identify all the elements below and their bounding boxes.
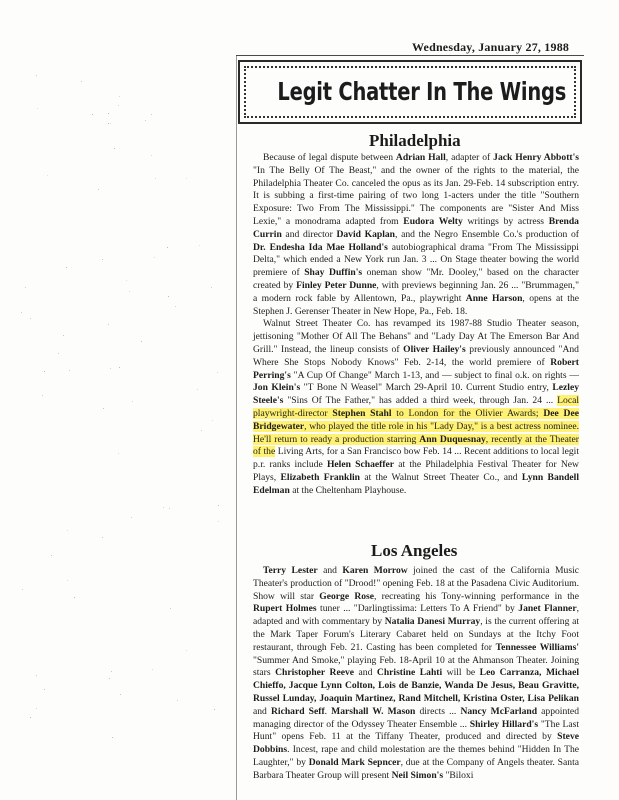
column-left-rule xyxy=(236,56,237,800)
text-run: , is the current offering at the Mark Taper Forum's Literary Cabaret held on Sundays at the Itchy Foot restaurant, through Feb. 21. Casting has been completed for xyxy=(253,616,579,653)
text-run: . Incest, rape and child molestation are the themes behind "Hidden In The Laughter," by xyxy=(253,744,579,768)
bold-name: Anne Harson xyxy=(465,292,523,304)
scan-speck xyxy=(145,120,146,121)
bold-name: Neil Simon's xyxy=(391,769,444,781)
scan-speck xyxy=(44,371,45,372)
scan-speck xyxy=(112,737,113,738)
philadelphia-paragraph-2 xyxy=(253,318,579,497)
scan-speck xyxy=(155,178,156,179)
bold-name: Natalia Danesi Murray xyxy=(384,616,481,628)
bold-name: Tennessee Williams' xyxy=(495,641,579,653)
text-run: "The Last Hunt" opens Feb. 11 at the Tiffany Theater, produced and directed by xyxy=(253,718,579,743)
scan-speck xyxy=(151,114,152,115)
text-run: , adapted and with commentary by xyxy=(253,603,579,628)
scan-speck xyxy=(152,669,153,670)
scan-speck xyxy=(81,81,82,82)
text-run: , adapter of xyxy=(445,152,494,163)
highlighted-text: Ann Duquesnay xyxy=(419,433,486,445)
text-run: , recreating his Tony-winning performance in the xyxy=(374,590,579,602)
scan-speck xyxy=(21,312,22,313)
scan-speck xyxy=(167,247,168,248)
scan-speck xyxy=(37,108,38,109)
bold-name: David Kaplan xyxy=(336,228,396,240)
scan-speck xyxy=(131,517,132,518)
bold-name: Oliver Hailey's xyxy=(403,343,466,355)
scan-speck xyxy=(186,178,187,179)
scan-speck xyxy=(44,689,45,690)
text-run: . xyxy=(324,705,332,717)
scan-speck xyxy=(30,318,31,319)
scan-speck xyxy=(36,675,37,676)
text-run: Because of legal dispute between xyxy=(263,152,396,163)
text-run: and xyxy=(354,667,377,679)
scan-speck xyxy=(212,420,213,421)
scan-speck xyxy=(74,597,75,598)
scan-speck xyxy=(218,505,219,506)
bold-name: Jack Henry Abbott's xyxy=(493,152,579,163)
text-run: Walnut Street Theater Co. has revamped its 1987-88 Studio Theater season, jettisoning "Mother Of All The Behans" and "Lady Day At The Emerson Bar And Grill." Instead, the lineup consists of xyxy=(253,318,579,355)
scan-speck xyxy=(154,257,155,258)
text-run: Living Arts, for a San Francisco bow Feb. 14 ... Recent additions to local legit p.r. ranks include xyxy=(253,446,579,471)
bold-name: Shirley Hillard's xyxy=(469,718,539,730)
scan-speck xyxy=(110,123,111,124)
text-run: , opens at the Stephen J. Gerenser Theater in New Hope, Pa., Feb. 18. xyxy=(253,292,579,317)
scan-speck xyxy=(175,306,176,307)
text-run: "A Cup Of Change" March 1-13, and — subject to final o.k. on rights — xyxy=(290,369,579,381)
bold-name: Richard Seff xyxy=(270,705,325,717)
scan-speck xyxy=(110,368,111,369)
scan-speck xyxy=(67,530,68,531)
scan-speck xyxy=(186,650,187,651)
bold-name: Adrian Hall xyxy=(395,152,446,163)
highlighted-text: Dee Dee Bridgewater xyxy=(253,407,579,432)
scan-speck xyxy=(111,671,112,672)
scan-speck xyxy=(25,287,26,288)
bold-name: Robert Perring's xyxy=(253,356,579,381)
scan-speck xyxy=(22,589,23,590)
scan-speck xyxy=(66,267,67,268)
scan-speck xyxy=(199,245,200,246)
scan-speck xyxy=(36,75,37,76)
text-run: at the Walnut Street Theater Co., and xyxy=(360,471,522,483)
scan-speck xyxy=(109,678,110,679)
highlighted-text: to London for the Olivier Awards; xyxy=(391,407,544,419)
scan-speck xyxy=(177,700,178,701)
scan-speck xyxy=(30,717,31,718)
scan-speck xyxy=(141,341,142,342)
text-run: "In The Belly Of The Beast," and the owner of the rights to the material, the Philadelphia Theater Co. canceled the opus as its Jan. 29-Feb. 14 subscription entry. It is subbing a first-time pairing of two long 1-acters under the title "Southern Exposure: Two From The Mississippi." The components are "Sister And Miss Lexie," a monodrama adapted from xyxy=(253,164,579,227)
scan-speck xyxy=(197,389,198,390)
text-run: "Summer And Smoke," playing Feb. 18-April 10 at the Ahmanson Theater. Joining stars xyxy=(253,654,579,679)
text-run: and xyxy=(317,565,343,576)
bold-name: Christopher Reeve xyxy=(275,667,355,679)
text-run: and director xyxy=(281,228,337,240)
text-run: , with previews beginning Jan. 26 ... "Brummagen," a modern rock fable by Allentown, Pa., playwright xyxy=(253,279,579,304)
highlighted-text: Local playwright-director xyxy=(253,395,579,419)
text-run: at the Cheltenham Playhouse. xyxy=(289,484,407,496)
scan-speck xyxy=(108,324,109,325)
bold-name: Lynn Bandell Edelman xyxy=(253,471,580,496)
scan-speck xyxy=(47,175,48,176)
scan-speck xyxy=(58,353,59,354)
text-run: previously announced "And Where She Stops Nobody Knows" Feb. 2-14, the world premiere of xyxy=(253,343,579,368)
scan-speck xyxy=(51,555,52,556)
scan-speck xyxy=(69,370,70,371)
section-heading-philadelphia: Philadelphia xyxy=(369,131,461,150)
highlighted-text: Stephen Stahl xyxy=(332,407,392,419)
scan-speck xyxy=(214,709,215,710)
los-angeles-paragraph-1 xyxy=(253,565,579,783)
scan-speck xyxy=(163,507,164,508)
bold-name: Dr. Endesha Ida Mae Holland's xyxy=(253,241,388,253)
section-heading-los-angeles: Los Angeles xyxy=(371,541,458,560)
dateline: Wednesday, January 27, 1988 xyxy=(412,40,570,54)
scan-speck xyxy=(168,296,169,297)
scan-speck xyxy=(118,105,119,106)
scan-speck xyxy=(42,395,43,396)
scan-speck xyxy=(151,155,152,156)
text-run: "T Bone N Weasel" March 29-April 10. Current Studio entry, xyxy=(300,382,553,394)
philadelphia-paragraph-1 xyxy=(253,152,579,318)
scan-speck xyxy=(120,694,121,695)
bold-name: Lezley Steele's xyxy=(253,382,579,407)
scan-speck xyxy=(102,537,103,538)
scan-speck xyxy=(119,367,120,368)
bold-name: Christine Lahti xyxy=(376,667,443,679)
text-run: , and the Negro Ensemble Co.'s production of xyxy=(395,228,579,240)
text-run: and xyxy=(253,705,271,717)
scan-speck xyxy=(102,259,103,260)
scan-speck xyxy=(119,96,120,97)
text-run: tuner ... "Darlingtissima: Letters To A Friend" by xyxy=(316,603,519,615)
scan-speck xyxy=(170,608,171,609)
text-run: "Sins Of The Father," has added a third week, through Jan. 24 ... xyxy=(283,395,558,407)
text-run: "Biloxi xyxy=(443,769,474,781)
scan-speck xyxy=(129,291,130,292)
bold-name: Nancy McFarland xyxy=(460,705,538,717)
text-run: directs ... xyxy=(415,705,461,717)
bold-name: Marshall W. Mason xyxy=(331,705,416,717)
bold-name: Helen Schaeffer xyxy=(326,459,395,471)
scan-speck xyxy=(114,148,115,149)
text-run: oneman show "Mr. Dooley," based on the character created by xyxy=(253,267,579,291)
text-run: , due at the Company of Angels theater. Santa Barbara Theater Group will present xyxy=(253,756,579,781)
bold-name: Donald Mark Sepncer xyxy=(308,756,401,768)
highlighted-text: , recently at the Theater of the xyxy=(253,433,579,458)
bold-name: Shay Duffin's xyxy=(304,267,363,279)
text-run: at the Philadelphia Festival Theater for New Plays, xyxy=(253,459,579,483)
bold-name: Terry Lester xyxy=(263,565,318,576)
bold-name: Jon Klein's xyxy=(253,382,301,394)
text-run: appointed managing director of the Odyssey Theater Ensemble ... xyxy=(253,705,579,730)
scan-speck xyxy=(201,430,202,431)
scan-speck xyxy=(169,508,170,509)
text-run: joined the cast of the California Music Theater's production of "Drood!" opening Feb. 18 at the Pasadena Civic Auditorium. Show will star xyxy=(253,565,580,602)
scan-speck xyxy=(217,372,218,373)
bold-name: Leo Carranza, Michael Chieffo, Jacque Lynn Colton, Lois de Banzie, Wanda De Jesus, Beau Gravitte, Russel Lunday, Joaquin Martinez, Rand Mitchell, Kristina Oster, Lisa Pelikan xyxy=(253,667,579,704)
text-run: writings by actress xyxy=(462,215,549,227)
bold-name: Rupert Holmes xyxy=(253,603,317,615)
headline: Legit Chatter In The Wings xyxy=(277,77,567,106)
scan-speck xyxy=(103,408,104,409)
scan-speck xyxy=(218,521,219,522)
text-run: autobiographical drama "From The Mississippi Delta," which ended a New York run Jan. 3 ... On Stage theater bowing the world premiere of xyxy=(253,241,579,279)
scan-speck xyxy=(118,453,119,454)
scan-speck xyxy=(98,189,99,190)
scan-speck xyxy=(36,708,37,709)
scan-speck xyxy=(132,401,133,402)
bold-name: Elizabeth Franklin xyxy=(280,471,361,483)
text-run: will be xyxy=(442,667,480,679)
scan-speck xyxy=(211,287,212,288)
bold-name: Karen Morrow xyxy=(342,565,408,576)
dateline-rule xyxy=(236,55,584,56)
bold-name: Eudora Welty xyxy=(403,215,463,227)
bold-name: Finley Peter Dunne xyxy=(296,279,377,291)
scan-speck xyxy=(108,123,109,124)
highlighted-text: , who played the title role in his "Lady Day," is a best actress nominee. He'll return to ready a production starring xyxy=(253,420,579,445)
scan-speck xyxy=(63,335,64,336)
scan-speck xyxy=(108,113,109,114)
los-angeles-body xyxy=(253,565,579,783)
scan-speck xyxy=(126,280,127,281)
scan-speck xyxy=(67,580,68,581)
headline-box xyxy=(238,60,582,124)
philadelphia-body xyxy=(253,152,579,498)
bold-name: Janet Flanner xyxy=(518,603,577,615)
bold-name: George Rose xyxy=(319,590,375,602)
scan-speck xyxy=(92,114,93,115)
bold-name: Brenda Currin xyxy=(253,215,579,240)
bold-name: Steve Dobbins xyxy=(253,731,579,756)
